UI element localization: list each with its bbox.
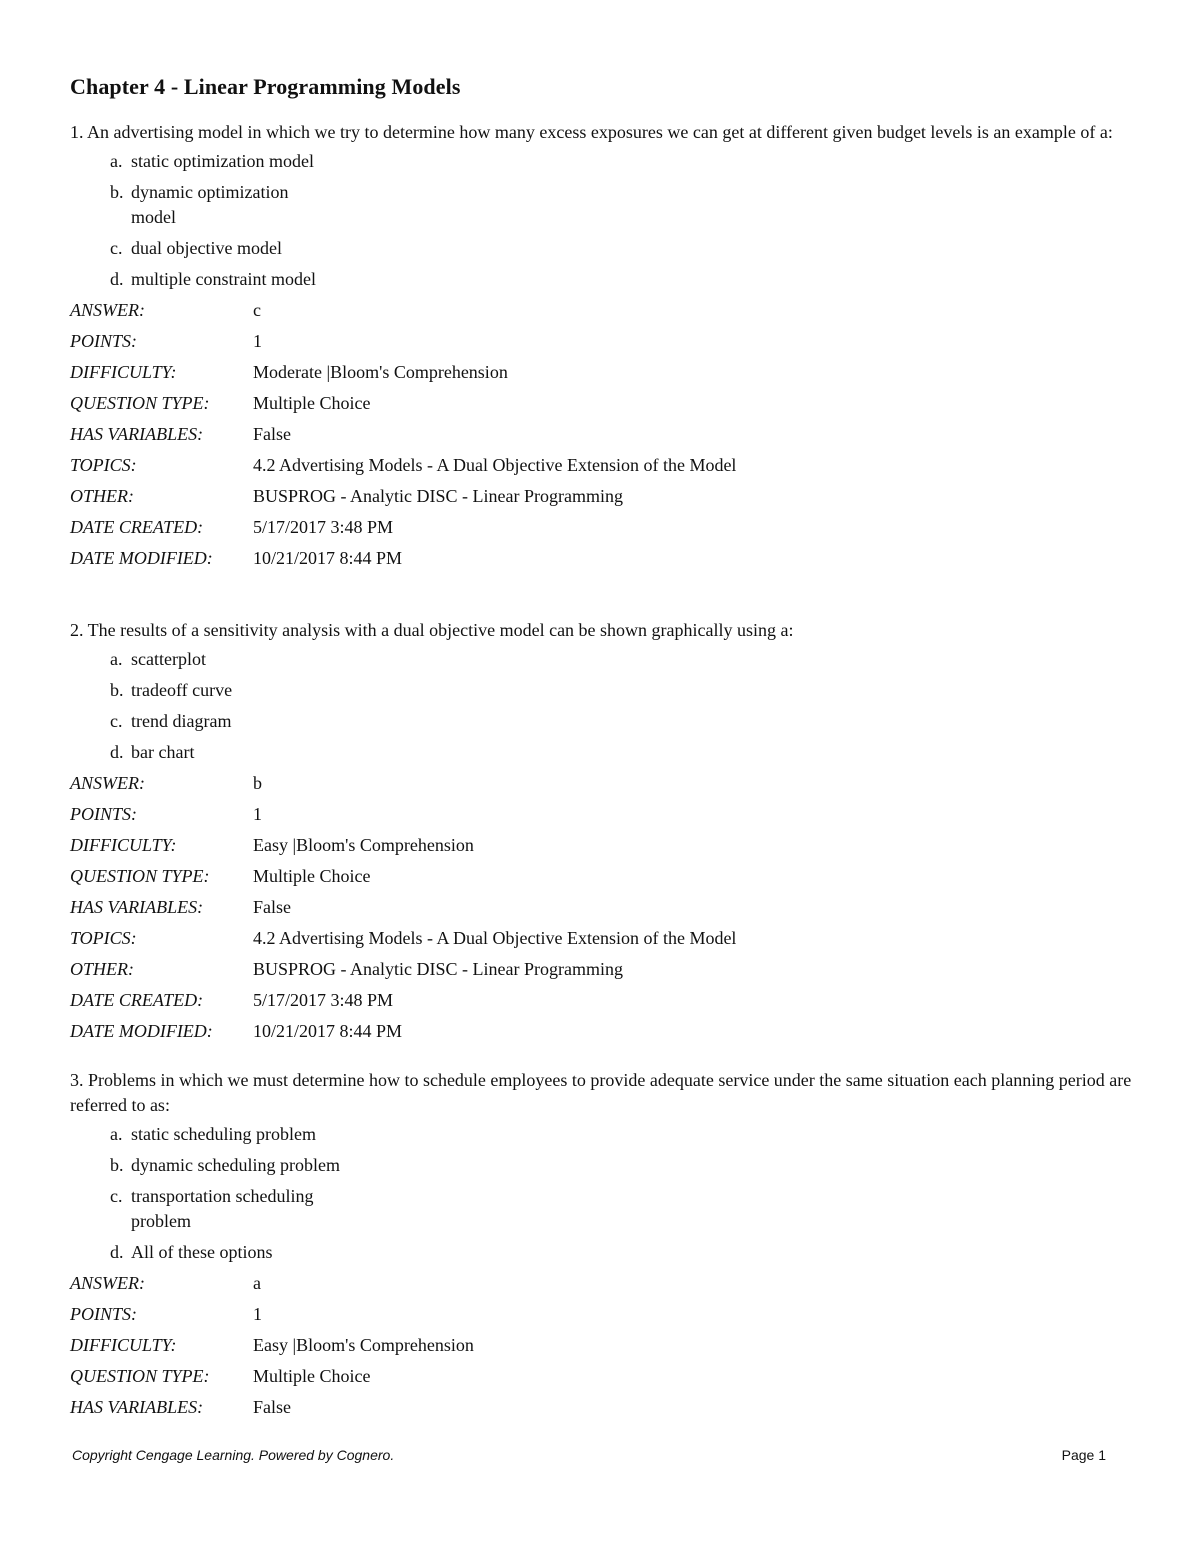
date-created-value: 5/17/2017 3:48 PM xyxy=(253,517,394,537)
meta-label: QUESTION TYPE: xyxy=(70,1366,210,1386)
choice-letter: b. xyxy=(110,182,124,202)
meta-label: TOPICS: xyxy=(70,928,137,948)
choice-item xyxy=(110,180,1140,230)
other-value: BUSPROG - Analytic DISC - Linear Programming xyxy=(253,959,623,979)
copyright-text: Copyright Cengage Learning. Powered by Cognero. xyxy=(72,1447,395,1463)
meta-row-has-variables xyxy=(70,422,1140,453)
meta-label: DATE MODIFIED: xyxy=(70,1021,213,1041)
choice-text: All of these options xyxy=(131,1242,273,1262)
chapter-title: Chapter 4 - Linear Programming Models xyxy=(70,74,461,99)
meta-label: QUESTION TYPE: xyxy=(70,393,210,413)
choice-text: bar chart xyxy=(131,742,195,762)
choice-item xyxy=(110,1153,1140,1178)
meta-row-topics xyxy=(70,926,1140,957)
question-stem: 3. Problems in which we must determine how to schedule employees to provide adequate service under the same situation each planning period are referred to as: xyxy=(70,1070,1132,1115)
choice-item xyxy=(110,647,1140,672)
question-metadata xyxy=(70,298,1140,577)
answer-value: a xyxy=(253,1273,261,1293)
meta-row-other xyxy=(70,957,1140,988)
meta-label: DIFFICULTY: xyxy=(70,1335,177,1355)
choice-text: transportation scheduling problem xyxy=(131,1186,314,1231)
choice-text: static scheduling problem xyxy=(131,1124,316,1144)
choice-text: dynamic optimization model xyxy=(131,182,289,227)
meta-label: ANSWER: xyxy=(70,773,145,793)
page-footer xyxy=(72,1447,1106,1463)
choice-letter: b. xyxy=(110,1155,124,1175)
meta-label: POINTS: xyxy=(70,1304,137,1324)
meta-row-question-type xyxy=(70,1364,1140,1395)
choice-text: dual objective model xyxy=(131,238,282,258)
meta-row-points xyxy=(70,329,1140,360)
choice-letter: c. xyxy=(110,1186,123,1206)
meta-label: TOPICS: xyxy=(70,455,137,475)
choice-text: tradeoff curve xyxy=(131,680,233,700)
question-stem: 1. An advertising model in which we try to determine how many excess exposures we can get at different given budget levels is an example of a: xyxy=(70,122,1113,142)
choice-item xyxy=(110,236,1140,261)
meta-label: OTHER: xyxy=(70,959,134,979)
choice-letter: a. xyxy=(110,1124,123,1144)
choice-letter: c. xyxy=(110,711,123,731)
question-type-value: Multiple Choice xyxy=(253,1366,371,1386)
date-modified-value: 10/21/2017 8:44 PM xyxy=(253,1021,403,1041)
difficulty-value: Easy |Bloom's Comprehension xyxy=(253,1335,474,1355)
meta-label: ANSWER: xyxy=(70,1273,145,1293)
meta-row-points xyxy=(70,802,1140,833)
meta-label: DATE CREATED: xyxy=(70,990,204,1010)
meta-row-points xyxy=(70,1302,1140,1333)
meta-label: DIFFICULTY: xyxy=(70,835,177,855)
choice-list xyxy=(70,1122,1140,1265)
meta-label: OTHER: xyxy=(70,486,134,506)
question-stem: 2. The results of a sensitivity analysis with a dual objective model can be shown graphically using a: xyxy=(70,620,794,640)
choice-item xyxy=(110,678,1140,703)
question-type-value: Multiple Choice xyxy=(253,393,371,413)
choice-text: static optimization model xyxy=(131,151,314,171)
meta-label: HAS VARIABLES: xyxy=(70,1397,204,1417)
meta-label: HAS VARIABLES: xyxy=(70,424,204,444)
date-created-value: 5/17/2017 3:48 PM xyxy=(253,990,394,1010)
question-1 xyxy=(70,120,1140,577)
choice-item xyxy=(110,267,1140,292)
meta-row-other xyxy=(70,484,1140,515)
meta-row-question-type xyxy=(70,864,1140,895)
meta-row-date-created xyxy=(70,988,1140,1019)
question-3 xyxy=(70,1068,1140,1426)
meta-row-topics xyxy=(70,453,1140,484)
choice-item xyxy=(110,1122,1140,1147)
meta-label: DATE CREATED: xyxy=(70,517,204,537)
has-variables-value: False xyxy=(253,897,291,917)
choice-item xyxy=(110,709,1140,734)
choice-letter: c. xyxy=(110,238,123,258)
meta-row-difficulty xyxy=(70,833,1140,864)
choice-item xyxy=(110,1184,1140,1234)
choice-letter: d. xyxy=(110,742,124,762)
meta-row-answer xyxy=(70,298,1140,329)
meta-row-difficulty xyxy=(70,1333,1140,1364)
date-modified-value: 10/21/2017 8:44 PM xyxy=(253,548,403,568)
other-value: BUSPROG - Analytic DISC - Linear Programming xyxy=(253,486,623,506)
meta-label: DATE MODIFIED: xyxy=(70,548,213,568)
difficulty-value: Moderate |Bloom's Comprehension xyxy=(253,362,508,382)
meta-row-date-created xyxy=(70,515,1140,546)
meta-row-date-modified xyxy=(70,546,1140,577)
meta-row-answer xyxy=(70,1271,1140,1302)
has-variables-value: False xyxy=(253,1397,291,1417)
meta-label: POINTS: xyxy=(70,331,137,351)
choice-letter: d. xyxy=(110,1242,124,1262)
points-value: 1 xyxy=(253,331,262,351)
meta-label: QUESTION TYPE: xyxy=(70,866,210,886)
meta-label: POINTS: xyxy=(70,804,137,824)
choice-text: multiple constraint model xyxy=(131,269,316,289)
choice-letter: a. xyxy=(110,151,123,171)
choice-list xyxy=(70,149,1140,292)
choice-text: scatterplot xyxy=(131,649,206,669)
meta-row-difficulty xyxy=(70,360,1140,391)
choice-list xyxy=(70,647,1140,765)
difficulty-value: Easy |Bloom's Comprehension xyxy=(253,835,474,855)
choice-letter: b. xyxy=(110,680,124,700)
choice-item xyxy=(110,740,1140,765)
page-number: Page 1 xyxy=(1061,1447,1106,1463)
choice-letter: d. xyxy=(110,269,124,289)
question-2 xyxy=(70,618,1140,1050)
answer-value: c xyxy=(253,300,261,320)
meta-row-question-type xyxy=(70,391,1140,422)
meta-row-date-modified xyxy=(70,1019,1140,1050)
choice-text: dynamic scheduling problem xyxy=(131,1155,340,1175)
answer-value: b xyxy=(253,773,262,793)
meta-row-has-variables xyxy=(70,895,1140,926)
question-type-value: Multiple Choice xyxy=(253,866,371,886)
meta-row-answer xyxy=(70,771,1140,802)
choice-letter: a. xyxy=(110,649,123,669)
choice-item xyxy=(110,1240,1140,1265)
has-variables-value: False xyxy=(253,424,291,444)
topics-value: 4.2 Advertising Models - A Dual Objective Extension of the Model xyxy=(253,928,737,948)
meta-label: HAS VARIABLES: xyxy=(70,897,204,917)
points-value: 1 xyxy=(253,1304,262,1324)
meta-row-has-variables xyxy=(70,1395,1140,1426)
points-value: 1 xyxy=(253,804,262,824)
choice-item xyxy=(110,149,1140,174)
question-metadata xyxy=(70,1271,1140,1426)
meta-label: ANSWER: xyxy=(70,300,145,320)
meta-label: DIFFICULTY: xyxy=(70,362,177,382)
topics-value: 4.2 Advertising Models - A Dual Objective Extension of the Model xyxy=(253,455,737,475)
choice-text: trend diagram xyxy=(131,711,232,731)
question-metadata xyxy=(70,771,1140,1050)
